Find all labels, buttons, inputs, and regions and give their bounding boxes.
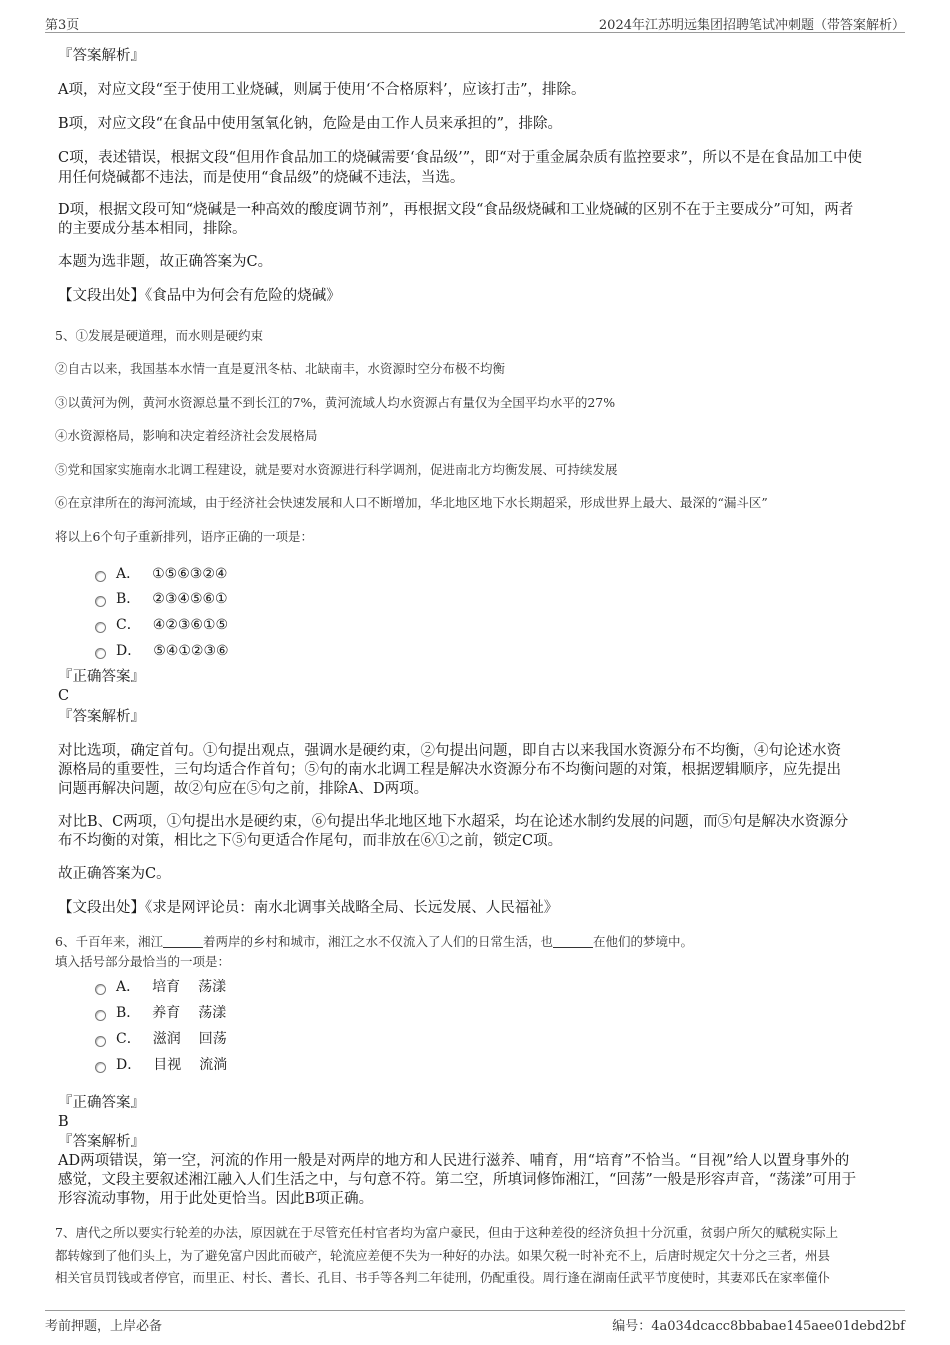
- q6-analysis-line1: AD两项错误，第一空，河流的作用一般是对两岸的地方和人民进行滋养、哺育，用“培育”不恰当。“目视”给人以置身事外的: [58, 1153, 850, 1169]
- page-header: [45, 12, 905, 33]
- q6-answer: B: [58, 1114, 69, 1130]
- q5-prompt: 将以上6个句子重新排列，语序正确的一项是：: [55, 529, 313, 544]
- q6-analysis-line3: 形容流动事物，用于此处更恰当。因此B项正确。: [58, 1191, 374, 1207]
- q5-analysis-p1-line1: 对比选项，确定首句。①句提出观点，强调水是硬约束，②句提出问题，即自古以来我国水资源分布不均衡，④句论述水资: [58, 743, 841, 759]
- q5-analysis-p1-line3: 问题再解决问题，故②句应在⑤句之前，排除A、D两项。: [58, 781, 429, 797]
- q5-option-b[interactable]: B． ②③④⑤⑥①: [95, 588, 228, 608]
- q4-analysis-b: B项，对应文段“在食品中使用氢氧化钠，危险是由工作人员来承担的”，排除。: [58, 116, 562, 132]
- radio-icon[interactable]: [95, 596, 106, 607]
- q6-stem: 6、千百年来，湘江 着两岸的乡村和城市，湘江之水不仅流入了人们的日常生活，也 在他们的梦境中。: [55, 934, 693, 949]
- q4-conclusion: 本题为选非题，故正确答案为C。: [58, 254, 273, 270]
- q6-option-d[interactable]: D． 目视 流淌: [95, 1054, 227, 1074]
- analysis-label: 『答案解析』: [58, 48, 145, 64]
- radio-icon[interactable]: [95, 1062, 106, 1073]
- q6-prompt: 填入括号部分最恰当的一项是：: [55, 954, 231, 969]
- page-footer: [45, 1310, 905, 1335]
- q5-option-c[interactable]: C． ④②③⑥①⑤: [95, 614, 228, 634]
- page-number: 第3页: [45, 18, 80, 33]
- footer-slogan: 考前押题，上岸必备: [45, 1319, 163, 1334]
- q5-analysis-p2-line2: 布不均衡的对策，相比之下⑤句更适合作尾句，而非放在⑥①之前，锁定C项。: [58, 833, 563, 849]
- q5-analysis-label: 『答案解析』: [58, 709, 145, 725]
- q5-answer: C: [58, 688, 70, 704]
- q5-option-a[interactable]: A． ①⑤⑥③②④: [95, 563, 227, 583]
- document-id: 编号：4a034dcacc8bbabae145aee01debd2bf: [612, 1319, 905, 1334]
- q4-analysis-c-line1: C项，表述错误，根据文段“但用作食品加工的烧碱需要‘食品级’”，即“对于重金属杂质有监控要求”，所以不是在食品加工中使: [58, 150, 862, 166]
- q4-analysis-d-line1: D项，根据文段可知“烧碱是一种高效的酸度调节剂”，再根据文段“食品级烧碱和工业烧碱的区别不在于主要成分”可知，两者: [58, 202, 854, 218]
- q6-option-c[interactable]: C． 滋润 回荡: [95, 1028, 227, 1048]
- document-title: 2024年江苏明远集团招聘笔试冲刺题（带答案解析）: [598, 18, 905, 33]
- q5-conclusion: 故正确答案为C。: [58, 866, 171, 882]
- q5-analysis-p2-line1: 对比B、C两项，①句提出水是硬约束，⑥句提出华北地区地下水超采，均在论述水制约发展的问题，而⑤句是解决水资源分: [58, 814, 849, 830]
- q4-analysis-a: A项，对应文段“至于使用工业烧碱，则属于使用‘不合格原料’，应该打击”，排除。: [58, 82, 586, 98]
- q5-sentence-3: ③以黄河为例，黄河水资源总量不到长江的7%，黄河流域人均水资源占有量仅为全国平均水平的27%: [55, 395, 616, 410]
- blank-1: [163, 935, 203, 948]
- q6-analysis-label: 『答案解析』: [58, 1134, 145, 1150]
- q6-option-b[interactable]: B． 养育 荡漾: [95, 1002, 226, 1022]
- q7-line3: 相关官员罚钱或者停官，而里正、村长、耆长、孔目、书手等各判二年徒刑，仍配重役。周行逢在湖南任武平节度使时，其妻邓氏在家率僮仆: [55, 1270, 831, 1285]
- q5-sentence-5: ⑤党和国家实施南水北调工程建设，就是要对水资源进行科学调剂，促进南北方均衡发展、可持续发展: [55, 462, 618, 477]
- q5-option-d[interactable]: D． ⑤④①②③⑥: [95, 640, 229, 660]
- q6-answer-label: 『正确答案』: [58, 1095, 145, 1111]
- q7-line2: 都转嫁到了他们头上，为了避免富户因此而破产，轮流应差便不失为一种好的办法。如果欠税一时补充不上，后唐时规定欠十分之三者，州县: [55, 1248, 831, 1263]
- q5-sentence-1: 5、①发展是硬道理，而水则是硬约束: [55, 328, 263, 343]
- radio-icon[interactable]: [95, 984, 106, 995]
- q4-source: 【文段出处】《食品中为何会有危险的烧碱》: [58, 288, 341, 304]
- q5-answer-label: 『正确答案』: [58, 669, 145, 685]
- radio-icon[interactable]: [95, 1036, 106, 1047]
- q5-source: 【文段出处】《求是网评论员：南水北调事关战略全局、长远发展、人民福祉》: [58, 900, 559, 916]
- q4-analysis-d-line2: 的主要成分基本相同，排除。: [58, 221, 247, 237]
- q6-option-a[interactable]: A． 培育 荡漾: [95, 976, 226, 996]
- q6-analysis-line2: 感觉，文段主要叙述湘江融入人们生活之中，与句意不符。第二空，所填词修饰湘江，“回荡”一般是形容声音，“荡漾”可用于: [58, 1172, 857, 1188]
- q5-analysis-p1-line2: 源格局的重要性，三句均适合作首句；⑤句的南水北调工程是解决水资源分布不均衡问题的对策，根据逻辑顺序，应先提出: [58, 762, 841, 778]
- radio-icon[interactable]: [95, 648, 106, 659]
- q7-line1: 7、唐代之所以要实行轮差的办法，原因就在于尽管充任村官者均为富户豪民，但由于这种差役的经济负担十分沉重，贫弱户所欠的赋税实际上: [55, 1225, 838, 1240]
- blank-2: [553, 935, 593, 948]
- radio-icon[interactable]: [95, 1010, 106, 1021]
- q5-sentence-6: ⑥在京津所在的海河流域，由于经济社会快速发展和人口不断增加，华北地区地下水长期超采，形成世界上最大、最深的“漏斗区”: [55, 495, 768, 510]
- q5-sentence-4: ④水资源格局，影响和决定着经济社会发展格局: [55, 428, 318, 443]
- q5-sentence-2: ②自古以来，我国基本水情一直是夏汛冬枯、北缺南丰，水资源时空分布极不均衡: [55, 361, 506, 376]
- q4-analysis-c-line2: 用任何烧碱都不违法，而是使用“食品级”的烧碱不违法，当选。: [58, 170, 465, 186]
- radio-icon[interactable]: [95, 571, 106, 582]
- radio-icon[interactable]: [95, 622, 106, 633]
